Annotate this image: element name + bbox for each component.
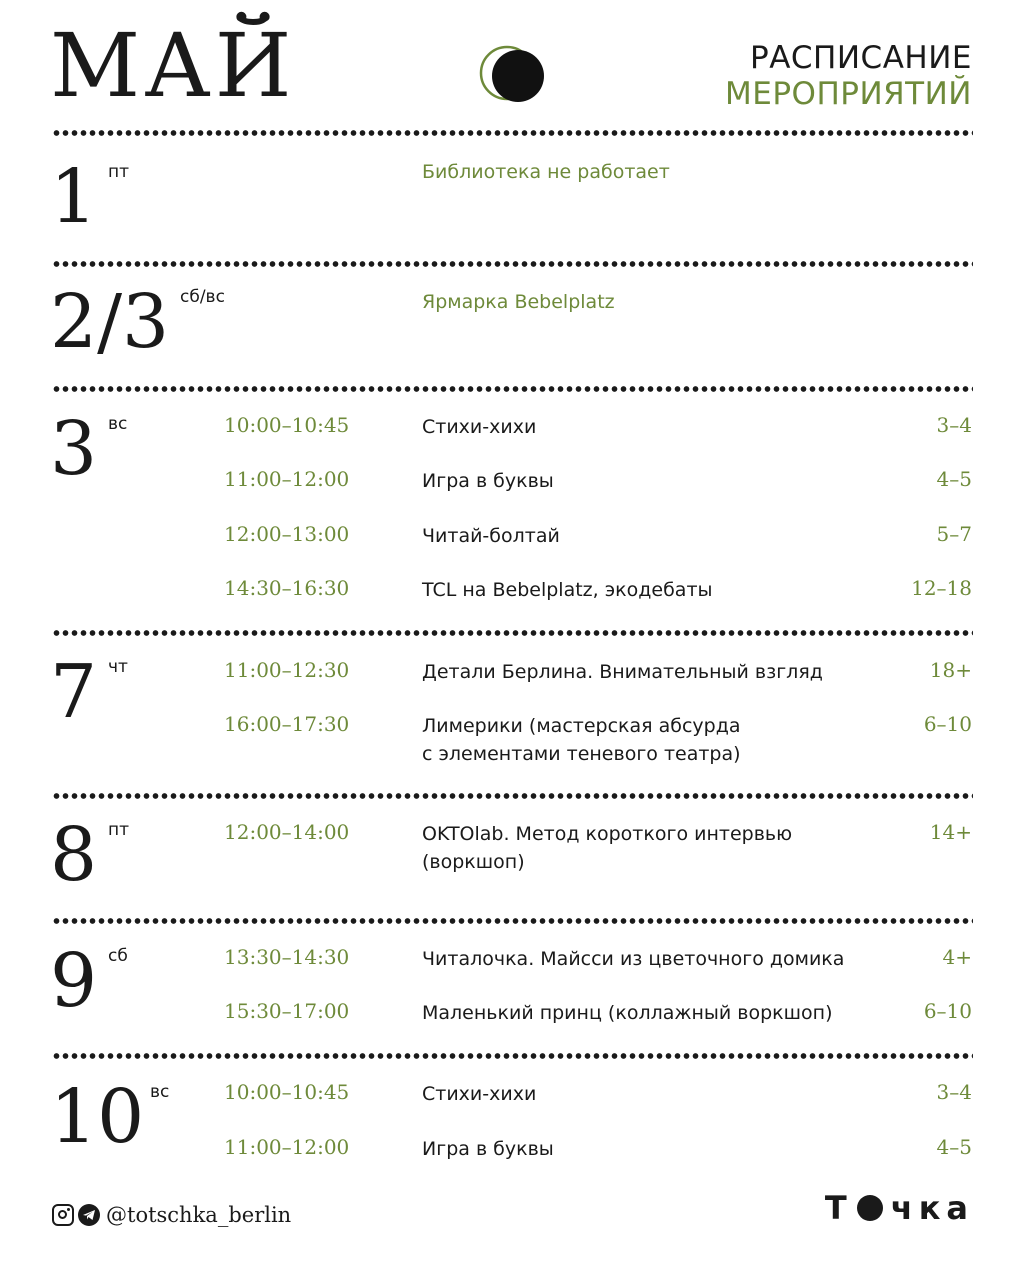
brand-text-start: Т bbox=[824, 1189, 853, 1227]
event-row bbox=[0, 522, 1024, 552]
event-row bbox=[0, 945, 1024, 975]
event-age: 5–7 bbox=[936, 522, 972, 546]
social-handle[interactable]: @totschka_berlin bbox=[106, 1203, 292, 1227]
event-time: 16:00–17:30 bbox=[224, 712, 350, 736]
event-age: 4–5 bbox=[936, 1135, 972, 1159]
event-time: 12:00–14:00 bbox=[224, 820, 350, 844]
month-title: МАЙ bbox=[50, 14, 296, 117]
event-title: Стихи-хихи bbox=[422, 1083, 537, 1105]
telegram-icon[interactable] bbox=[78, 1204, 100, 1226]
event-age: 4–5 bbox=[936, 467, 972, 491]
day-weekday: вс bbox=[150, 1082, 170, 1102]
event-title bbox=[422, 712, 892, 768]
schedule-title-line1: РАСПИСАНИЕ bbox=[750, 40, 972, 76]
event-time: 15:30–17:00 bbox=[224, 999, 350, 1023]
event-time: 12:00–13:00 bbox=[224, 522, 350, 546]
event-title: Маленький принц (коллажный воркшоп) bbox=[422, 1002, 833, 1024]
event-age: 14+ bbox=[929, 820, 972, 844]
event-time: 14:30–16:30 bbox=[224, 576, 350, 600]
event-row bbox=[0, 288, 1024, 318]
divider bbox=[52, 386, 973, 392]
brand-dot-icon bbox=[857, 1195, 883, 1221]
event-row bbox=[0, 999, 1024, 1029]
brand-text-end: чк bbox=[890, 1189, 947, 1227]
event-title: Читай-болтай bbox=[422, 525, 560, 547]
social-footer bbox=[52, 1200, 291, 1230]
event-time: 10:00–10:45 bbox=[224, 413, 350, 437]
event-title: Детали Берлина. Внимательный взгляд bbox=[422, 661, 823, 683]
instagram-icon[interactable] bbox=[52, 1204, 74, 1226]
event-age: 6–10 bbox=[923, 712, 972, 736]
event-title-line: (воркшоп) bbox=[422, 851, 525, 873]
divider bbox=[52, 130, 973, 136]
day-weekday: чт bbox=[108, 657, 128, 677]
event-age: 3–4 bbox=[936, 1080, 972, 1104]
moon-logo-icon bbox=[478, 42, 550, 108]
event-title-line: Лимерики (мастерская абсурда bbox=[422, 715, 741, 737]
event-age: 12–18 bbox=[911, 576, 972, 600]
day-number: 3 bbox=[50, 406, 98, 492]
event-title: TCL на Bebelplatz, экодебаты bbox=[422, 579, 713, 601]
day-number: 1 bbox=[50, 154, 98, 240]
brand-text-last: а bbox=[946, 1189, 974, 1227]
divider bbox=[52, 1053, 973, 1059]
schedule-title bbox=[725, 40, 972, 112]
divider bbox=[52, 261, 973, 267]
day-number: 10 bbox=[50, 1074, 145, 1160]
event-title: Игра в буквы bbox=[422, 470, 554, 492]
event-title: Ярмарка Bebelplatz bbox=[422, 291, 615, 313]
event-row bbox=[0, 820, 1024, 873]
day-number: 9 bbox=[50, 938, 98, 1024]
divider bbox=[52, 918, 973, 924]
event-time: 13:30–14:30 bbox=[224, 945, 350, 969]
day-number: 7 bbox=[50, 649, 98, 735]
event-time: 11:00–12:00 bbox=[224, 467, 350, 491]
event-title-line: с элементами теневого театра) bbox=[422, 743, 741, 765]
divider bbox=[52, 793, 973, 799]
event-row bbox=[0, 712, 1024, 765]
event-time: 11:00–12:00 bbox=[224, 1135, 350, 1159]
event-row bbox=[0, 576, 1024, 606]
event-row bbox=[0, 1135, 1024, 1165]
event-title: Библиотека не работает bbox=[422, 161, 670, 183]
event-row bbox=[0, 413, 1024, 443]
page-header bbox=[0, 0, 1024, 130]
day-weekday: сб bbox=[108, 946, 128, 966]
event-age: 4+ bbox=[942, 945, 972, 969]
event-title: Читалочка. Майсси из цветочного домика bbox=[422, 948, 845, 970]
day-number: 8 bbox=[50, 812, 98, 898]
day-weekday: вс bbox=[108, 414, 128, 434]
event-age: 3–4 bbox=[936, 413, 972, 437]
event-title: Стихи-хихи bbox=[422, 416, 537, 438]
schedule-title-line2: МЕРОПРИЯТИЙ bbox=[725, 76, 972, 112]
day-weekday: пт bbox=[108, 820, 130, 840]
event-row bbox=[0, 467, 1024, 497]
event-age: 18+ bbox=[929, 658, 972, 682]
day-number: 2/3 bbox=[50, 279, 170, 365]
event-row bbox=[0, 1080, 1024, 1110]
day-weekday: сб/вс bbox=[180, 287, 225, 307]
event-row bbox=[0, 658, 1024, 688]
brand-logo bbox=[825, 1190, 974, 1226]
event-title bbox=[422, 820, 892, 876]
event-time: 11:00–12:30 bbox=[224, 658, 350, 682]
event-title-line: OKTOlab. Метод короткого интервью bbox=[422, 823, 793, 845]
day-weekday: пт bbox=[108, 162, 130, 182]
event-time: 10:00–10:45 bbox=[224, 1080, 350, 1104]
event-age: 6–10 bbox=[923, 999, 972, 1023]
event-row bbox=[0, 158, 1024, 188]
event-title: Игра в буквы bbox=[422, 1138, 554, 1160]
divider bbox=[52, 630, 973, 636]
